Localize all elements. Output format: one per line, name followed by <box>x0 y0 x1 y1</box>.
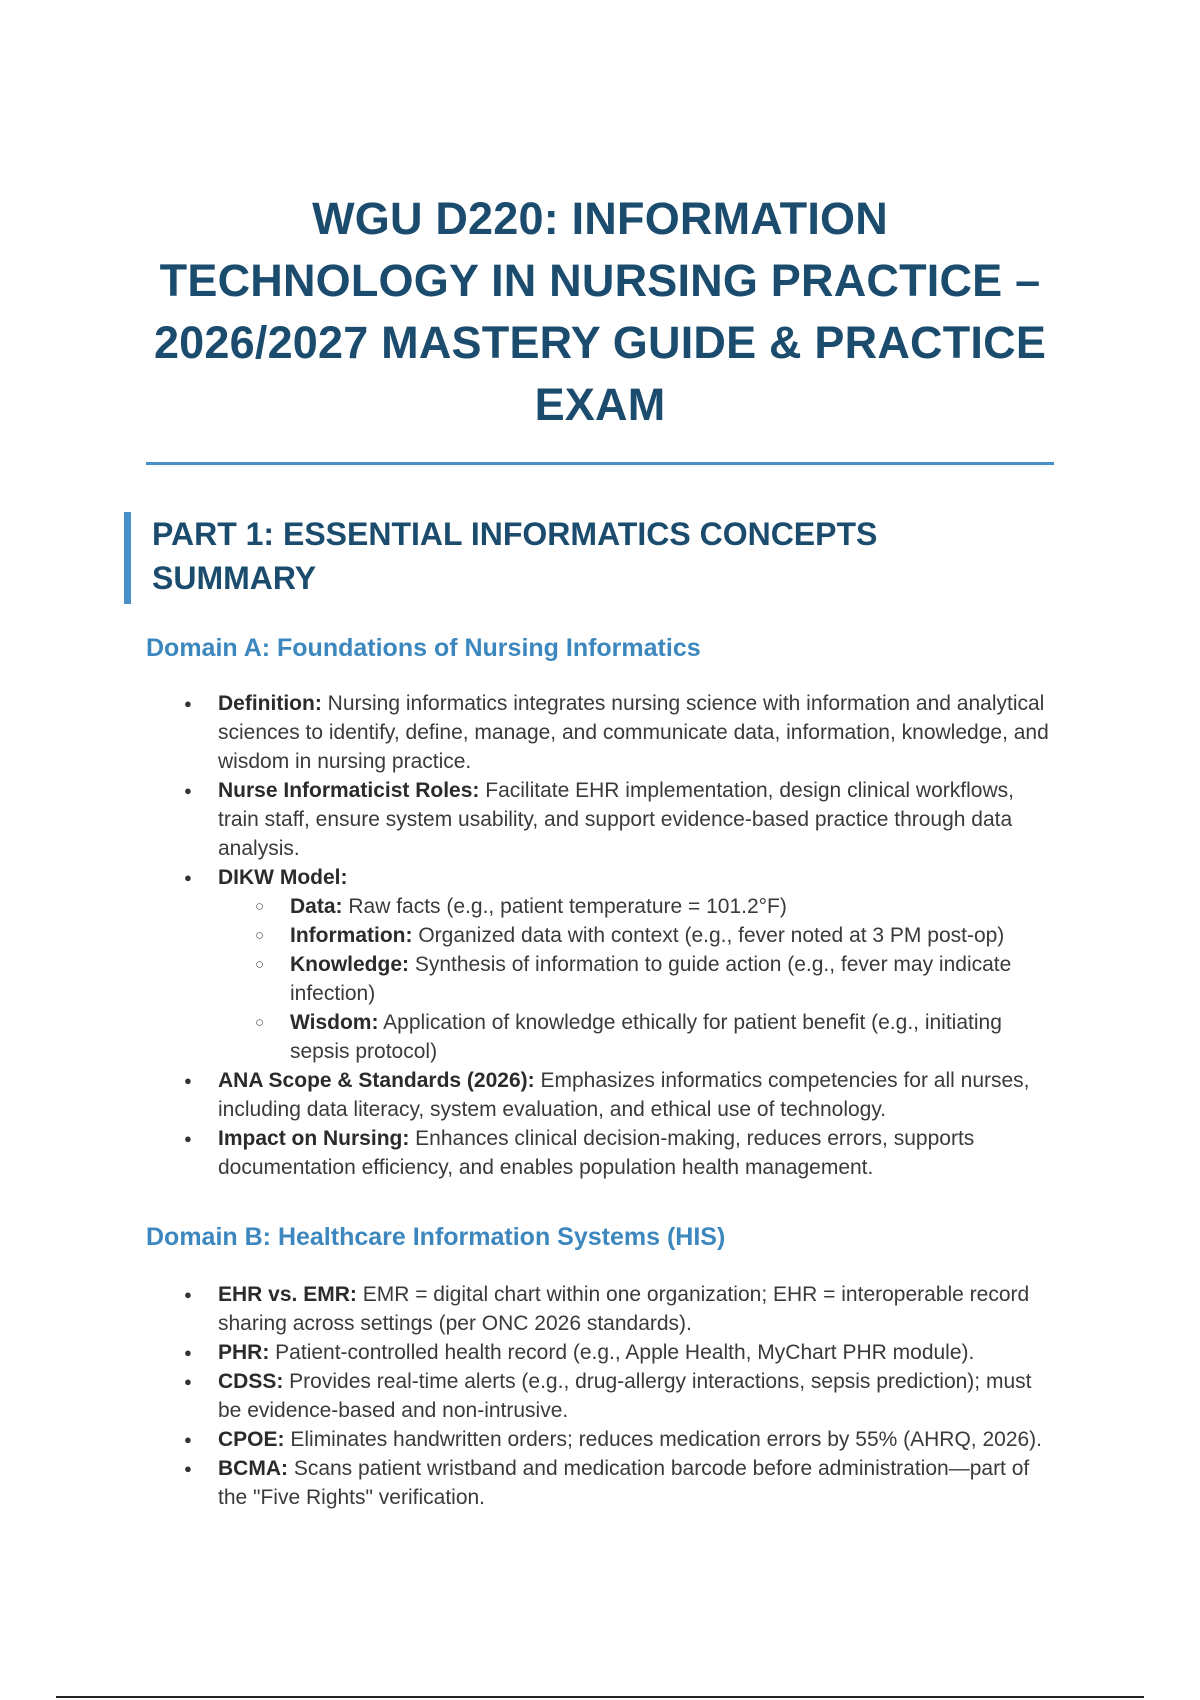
item-text: Provides real-time alerts (e.g., drug-allergy interactions, sepsis prediction); must be evidence-based and non-intrusive. <box>218 1370 1032 1422</box>
item-term: ANA Scope & Standards (2026): <box>218 1069 535 1092</box>
item-term: BCMA: <box>218 1457 288 1480</box>
item-term: PHR: <box>218 1341 270 1364</box>
domain-a-heading: Domain A: Foundations of Nursing Informatics <box>146 634 701 662</box>
list-item <box>146 1425 1056 1454</box>
item-text: Organized data with context (e.g., fever noted at 3 PM post-op) <box>412 924 1005 947</box>
item-text: Application of knowledge ethically for patient benefit (e.g., initiating sepsis protocol) <box>290 1011 1002 1063</box>
list-item <box>146 863 1056 1066</box>
item-text: EMR = digital chart within one organization; EHR = interoperable record sharing across settings (per ONC 2026 standards). <box>218 1283 1030 1335</box>
item-text: Emphasizes informatics competencies for all nurses, including data literacy, system evaluation, and ethical use of technology. <box>218 1069 1030 1121</box>
item-text: Patient-controlled health record (e.g., Apple Health, MyChart PHR module). <box>269 1341 975 1364</box>
item-text: Raw facts (e.g., patient temperature = 101.2°F) <box>342 895 787 918</box>
title-divider <box>146 462 1054 465</box>
page-title: WGU D220: INFORMATION TECHNOLOGY IN NURSING PRACTICE – 2026/2027 MASTERY GUIDE & PRACTICE EXAM <box>153 193 1047 430</box>
list-item <box>146 1338 1056 1367</box>
item-term: CPOE: <box>218 1428 285 1451</box>
item-term: Data: <box>290 895 343 918</box>
list-item <box>146 776 1056 863</box>
domain-b-list <box>146 1280 1056 1512</box>
list-item <box>146 689 1056 776</box>
item-term: Knowledge: <box>290 953 409 976</box>
item-text: Eliminates handwritten orders; reduces medication errors by 55% (AHRQ, 2026). <box>284 1428 1043 1451</box>
domain-a-list <box>146 689 1056 1182</box>
item-text: Facilitate EHR implementation, design clinical workflows, train staff, ensure system usability, and support evidence-based practice through data analysis. <box>218 779 1014 860</box>
item-text: Enhances clinical decision-making, reduces errors, supports documentation efficiency, and enables population health management. <box>218 1127 975 1179</box>
item-term: CDSS: <box>218 1370 284 1393</box>
list-item <box>146 1454 1056 1512</box>
item-term: Definition: <box>218 692 322 715</box>
item-term: Wisdom: <box>290 1011 379 1034</box>
sub-list-item <box>218 1008 1056 1066</box>
list-item <box>146 1066 1056 1124</box>
item-text: Nursing informatics integrates nursing science with information and analytical sciences to identify, define, manage, and communicate data, information, knowledge, and wisdom in nursing practice. <box>218 692 1049 773</box>
list-item <box>146 1280 1056 1338</box>
sub-list-item <box>218 892 1056 921</box>
item-text: Synthesis of information to guide action (e.g., fever may indicate infection) <box>290 953 1012 1005</box>
item-term: Nurse Informaticist Roles: <box>218 779 480 802</box>
item-term: Impact on Nursing: <box>218 1127 410 1150</box>
item-term: EHR vs. EMR: <box>218 1283 357 1306</box>
sub-list-item <box>218 950 1056 1008</box>
part-heading-accent-bar <box>124 512 1051 604</box>
dikw-sub-list <box>218 892 1056 1066</box>
domain-b-heading: Domain B: Healthcare Information Systems (HIS) <box>146 1223 726 1251</box>
item-text: Scans patient wristband and medication barcode before administration—part of the "Five Rights" verification. <box>218 1457 1030 1509</box>
list-item <box>146 1367 1056 1425</box>
sub-list-item <box>218 921 1056 950</box>
part-heading: PART 1: ESSENTIAL INFORMATICS CONCEPTS SUMMARY <box>152 516 878 596</box>
list-item <box>146 1124 1056 1182</box>
item-term: Information: <box>290 924 413 947</box>
page-bottom-divider <box>56 1696 1144 1698</box>
item-term: DIKW Model: <box>218 866 348 889</box>
